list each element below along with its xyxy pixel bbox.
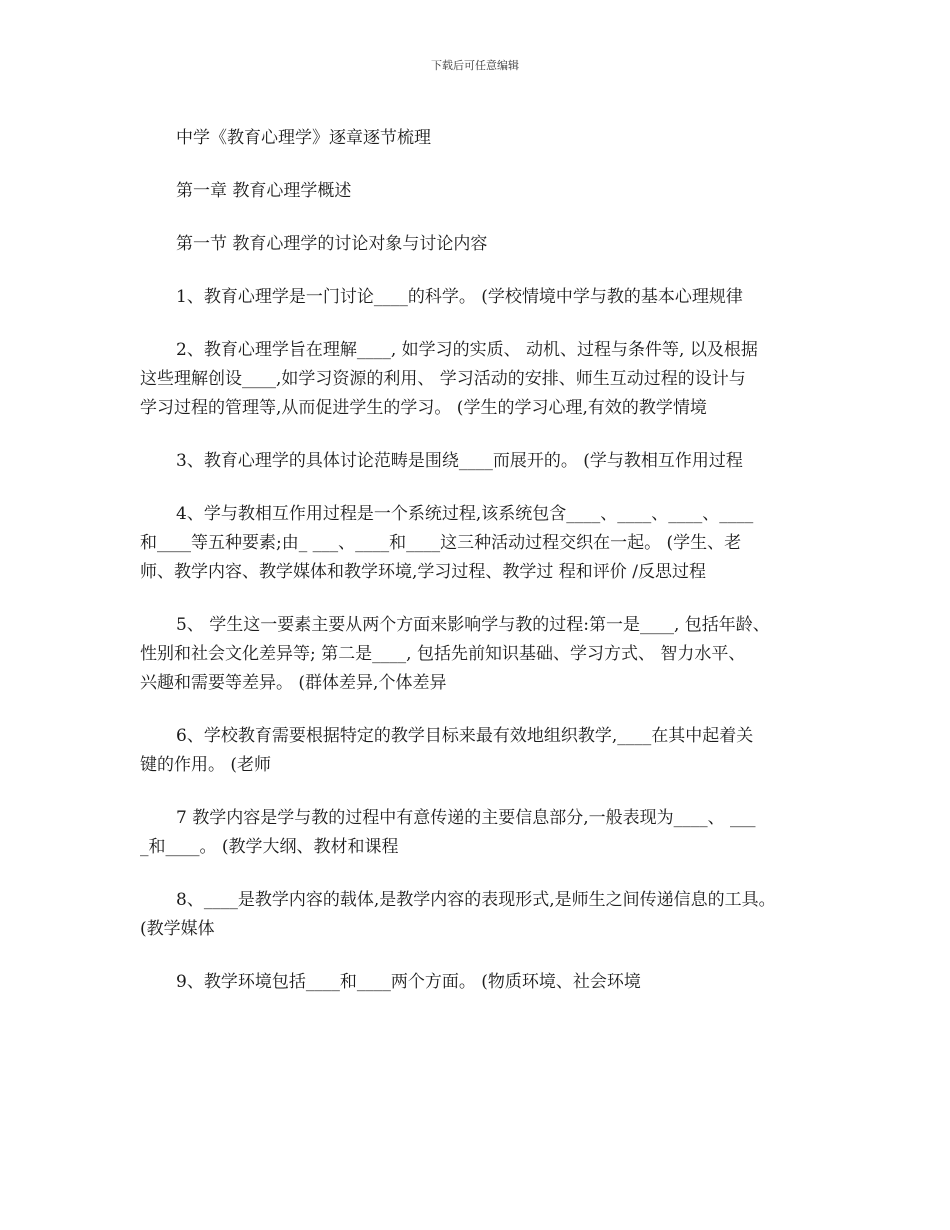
item-line: 这些理解创设____,如学习资源的利用、 学习活动的安排、师生互动过程的设计与: [140, 369, 746, 389]
item-line: 兴趣和需要等差异。 (群体差异,个体差异: [140, 673, 447, 693]
item-line: (教学媒体: [140, 919, 215, 939]
item-line: _和____。 (教学大纲、教材和课程: [140, 837, 399, 857]
document-body: [140, 124, 830, 1021]
list-item: [140, 500, 830, 587]
page-header: 下载后可任意编辑: [431, 59, 519, 72]
item-line: 6、学校教育需要根据特定的教学目标来最有效地组织教学,____在其中起着关: [176, 726, 754, 746]
document-title: 中学《教育心理学》逐章逐节梳理: [176, 128, 431, 148]
item-line: 8、____是教学内容的载体,是教学内容的表现形式,是师生之间传递信息的工具。: [176, 890, 776, 910]
item-line: 2、教育心理学旨在理解____, 如学习的实质、 动机、过程与条件等, 以及根据: [176, 340, 758, 360]
item-line: 学习过程的管理等,从而促进学生的学习。 (学生的学习心理,有效的教学情境: [140, 398, 707, 418]
item-line: 师、教学内容、教学媒体和教学环境,学习过程、教学过 程和评价 /反思过程: [140, 562, 706, 582]
item-line: 1、教育心理学是一门讨论____的科学。 (学校情境中学与教的基本心理规律: [176, 287, 743, 307]
item-line: 5、 学生这一要素主要从两个方面来影响学与教的过程:第一是____, 包括年龄、: [176, 615, 770, 635]
item-line: 4、学与教相互作用过程是一个系统过程,该系统包含____、____、____、____: [176, 504, 754, 524]
list-item: [140, 283, 830, 312]
section-heading: 第一节 教育心理学的讨论对象与讨论内容: [176, 234, 488, 254]
list-item: [140, 968, 830, 997]
list-item: [140, 336, 830, 423]
list-item: [140, 804, 830, 862]
item-line: 7 教学内容是学与教的过程中有意传递的主要信息部分,一般表现为____、 ___: [176, 808, 756, 828]
item-line: 和____等五种要素;由_ ___、____和____这三种活动过程交织在一起。 (学生、老: [140, 533, 742, 553]
list-item: [140, 886, 830, 944]
item-line: 3、教育心理学的具体讨论范畴是围绕____而展开的。 (学与教相互作用过程: [176, 451, 743, 471]
chapter-heading: 第一章 教育心理学概述: [176, 181, 352, 201]
item-line: 性别和社会文化差异等; 第二是____, 包括先前知识基础、学习方式、 智力水平、: [140, 644, 746, 664]
list-item: [140, 722, 830, 780]
item-line: 键的作用。 (老师: [140, 755, 272, 775]
list-item: [140, 447, 830, 476]
list-item: [140, 611, 830, 698]
item-line: 9、教学环境包括____和____两个方面。 (物质环境、社会环境: [176, 972, 641, 992]
